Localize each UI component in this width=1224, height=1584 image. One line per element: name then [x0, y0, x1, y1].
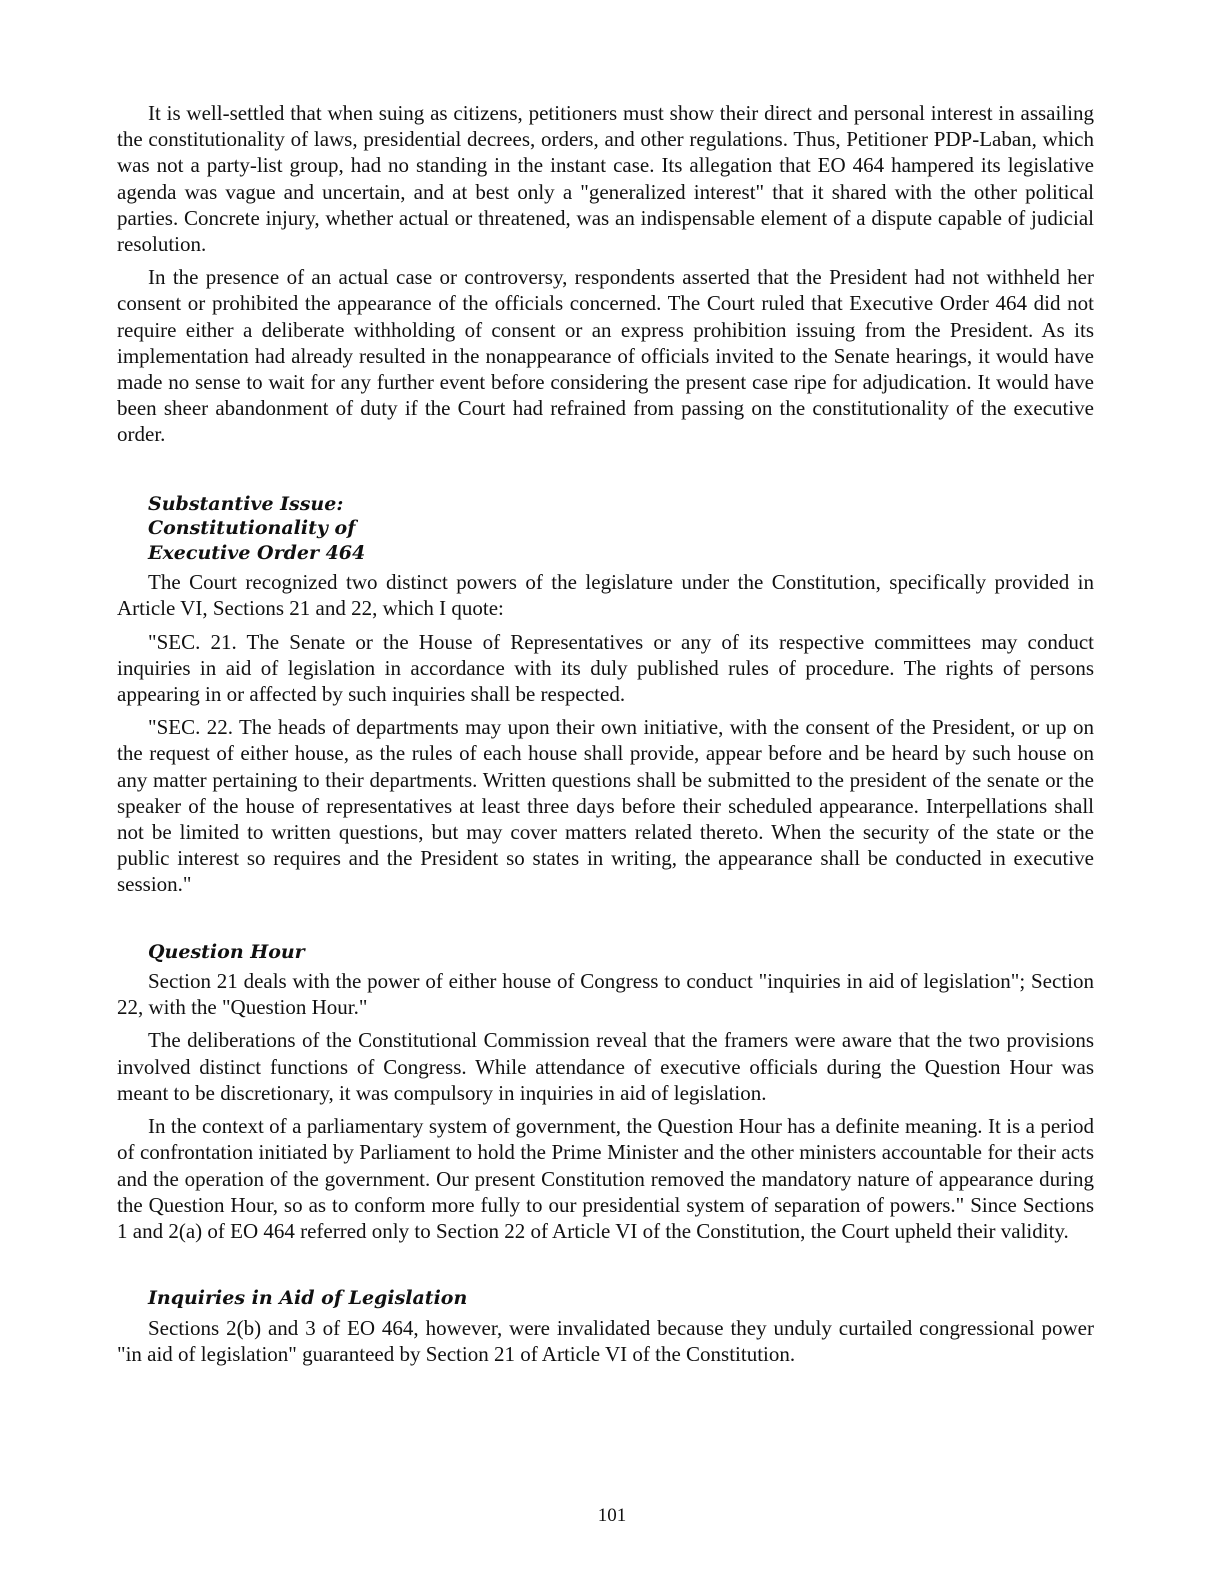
paragraph: In the presence of an actual case or controversy, respondents asserted that the President had not withheld her consent or prohibited the appearance of the officials concerned. The Court ruled that Executive Order 464 did not require either a deliberate withholding of consent or an express prohibition issuing from the President. As its implementation had already resulted in the nonappearance of officials invited to the Senate hearings, it would have made no sense to wait for any further event before considering the present case ripe for adjudication. It would have been sheer abandonment of duty if the Court had refrained from passing on the constitutionality of the executive order. — [117, 265, 1094, 447]
paragraph: The deliberations of the Constitutional Commission reveal that the framers were aware that the two provisions involved distinct functions of Congress. While attendance of executive officials during the Question Hour was meant to be discretionary, it was compulsory in inquiries in aid of legislation. — [117, 1028, 1094, 1105]
section-heading-question-hour: Question Hour — [148, 940, 305, 963]
page-number: 101 — [597, 1505, 627, 1526]
quoted-section-21: "SEC. 21. The Senate or the House of Representatives or any of its respective committees may conduct inquiries in aid of legislation in accordance with its duly published rules of procedure. The rights of persons appearing in or affected by such inquiries shall be respected. — [117, 629, 1094, 706]
heading-line: Substantive Issue: — [148, 492, 344, 515]
heading-line: Constitutionality of — [148, 517, 356, 540]
paragraph: It is well-settled that when suing as citizens, petitioners must show their direct and personal interest in assailing the constitutionality of laws, presidential decrees, orders, and other regulations. Thus, Petitioner PDP-Laban, which was not a party-list group, had no standing in the instant case. Its allegation that EO 464 hampered its legislative agenda was vague and uncertain, and at best only a "generalized interest" that it shared with the other political parties. Concrete injury, whether actual or threatened, was an indispensable element of a dispute capable of judicial resolution. — [117, 101, 1094, 257]
quoted-section-22: "SEC. 22. The heads of departments may upon their own initiative, with the consent of the President, or up on the request of either house, as the rules of each house shall provide, appear before and be heard by such house on any matter pertaining to their departments. Written questions shall be submitted to the president of the senate or the speaker of the house of representatives at least three days before their scheduled appearance. Interpellations shall not be limited to written questions, but may cover matters related thereto. When the security of the state or the public interest so requires and the President so states in writing, the appearance shall be conducted in executive session." — [117, 715, 1094, 897]
section-heading-inquiries: Inquiries in Aid of Legislation — [148, 1287, 468, 1310]
paragraph: The Court recognized two distinct powers of the legislature under the Constitution, specifically provided in Article VI, Sections 21 and 22, which I quote: — [117, 570, 1094, 621]
paragraph: In the context of a parliamentary system of government, the Question Hour has a definite meaning. It is a period of confrontation initiated by Parliament to hold the Prime Minister and the other ministers accountable for their acts and the operation of the government. Our present Constitution removed the mandatory nature of appearance during the Question Hour, so as to conform more fully to our presidential system of separation of powers." Since Sections 1 and 2(a) of EO 464 referred only to Section 22 of Article VI of the Constitution, the Court upheld their validity. — [117, 1114, 1094, 1243]
heading-line: Executive Order 464 — [148, 541, 366, 564]
paragraph: Sections 2(b) and 3 of EO 464, however, were invalidated because they unduly curtailed congressional power "in aid of legislation" guaranteed by Section 21 of Article VI of the Constitution. — [117, 1315, 1094, 1366]
document-page — [117, 100, 1094, 1374]
paragraph: Section 21 deals with the power of either house of Congress to conduct "inquiries in aid of legislation"; Section 22, with the "Question Hour." — [117, 969, 1094, 1020]
section-heading-substantive-issue — [148, 492, 1094, 566]
